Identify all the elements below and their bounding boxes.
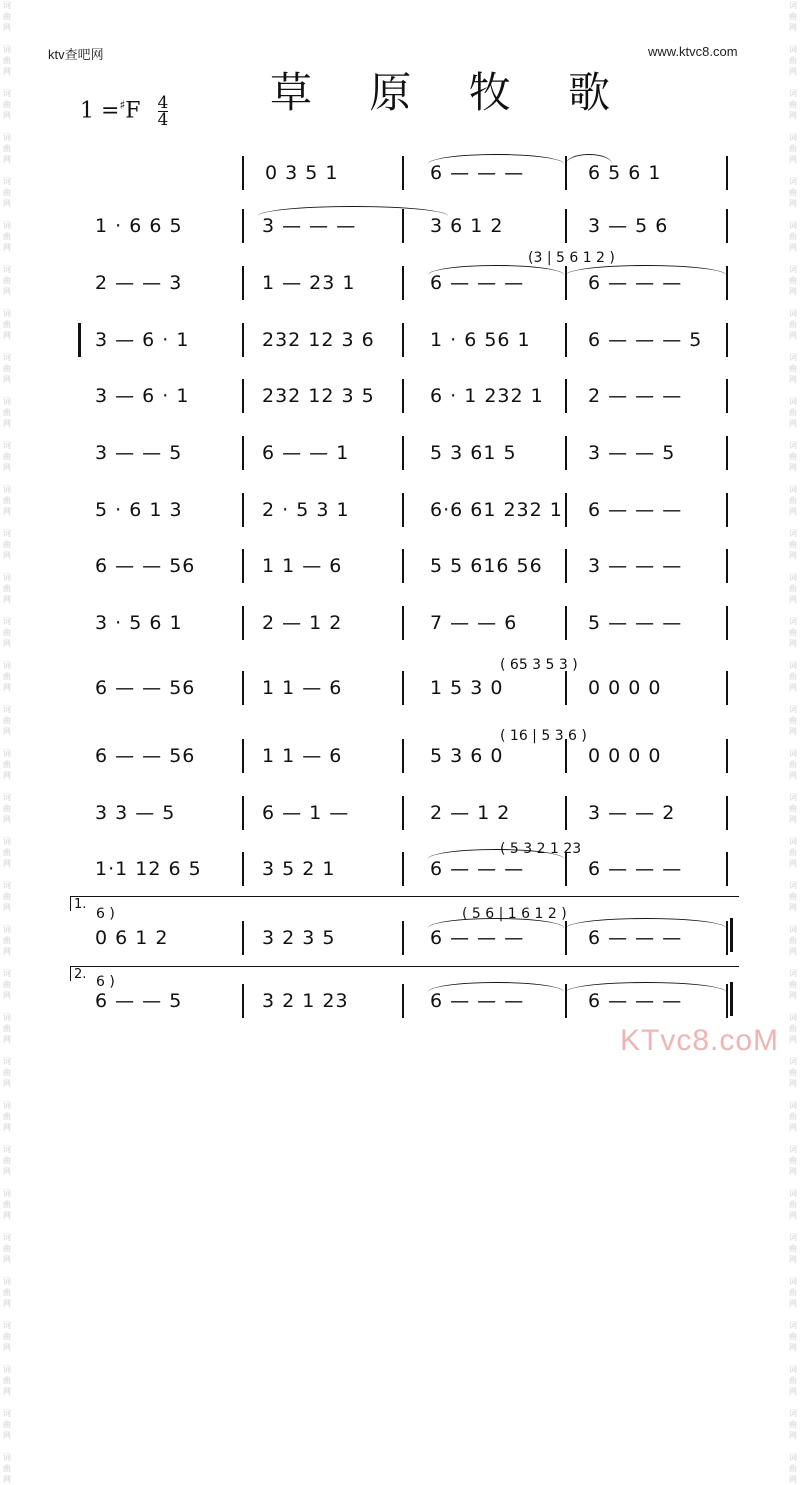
measure: 3 — 5 6: [588, 215, 669, 237]
annotation-row11: ( 16 | 5 3 6 ): [500, 728, 587, 744]
measure: 0 6 1 2: [95, 927, 169, 949]
measure: 0 0 0 0: [588, 745, 662, 767]
tie-arc: [428, 982, 564, 993]
bar-line: [402, 493, 404, 527]
measure: 6 — — 56: [95, 677, 196, 699]
bar-line: [402, 323, 404, 357]
bar-line: [242, 671, 244, 705]
bar-line: [726, 796, 728, 830]
bar-line: [726, 739, 728, 773]
bar-line: [402, 739, 404, 773]
measure: 2 — 1 2: [262, 612, 343, 634]
measure: 5 3 6 0: [430, 745, 504, 767]
bar-line: [726, 436, 728, 470]
site-name: ktv查吧网: [48, 47, 104, 62]
bar-line: [726, 984, 728, 1018]
key-signature: 1 =♯F $\frac{4}{4}$: [80, 93, 169, 130]
measure: 6 — — —: [430, 162, 525, 184]
measure: 1 · 6 56 1: [430, 329, 531, 351]
second-ending-bracket: [70, 966, 739, 981]
first-ending-bracket: [70, 896, 739, 911]
bar-line: [242, 984, 244, 1018]
measure: 1 1 — 6: [262, 555, 343, 577]
right-edge-watermark: 词 曲 网 词 曲 网 词 曲 网 词 曲 网 词 曲 网 词 曲 网 词 曲 网 词 曲 网 词 曲 网 词 曲 网 词 曲 网 词 曲 网 词 曲 网 词 曲 网 词 曲 网 词 曲 网 词 曲 网 词 曲 网 词 曲 网 词 曲 网 词 曲 网 词 曲 网 词 曲 网 词 曲 网 词 曲 网 词 曲 网 词 曲 网 词 曲 网 词 曲 网 词 曲 网 词 曲 网 词 曲 网 词 曲 网 词 曲 网: [789, 1, 797, 1484]
measure: 1 — 23 1: [262, 272, 356, 294]
bar-line: [726, 156, 728, 190]
bar-line: [242, 921, 244, 955]
bar-line: [565, 984, 567, 1018]
song-title: 草 原 牧 歌: [270, 68, 633, 117]
bar-line: [565, 493, 567, 527]
bar-line: [565, 606, 567, 640]
bar-line: [402, 796, 404, 830]
measure: 2 — — —: [588, 385, 683, 407]
measure: 6 — — —: [588, 927, 683, 949]
measure: 5 5 616 56: [430, 555, 543, 577]
measure: 6 — — —: [588, 990, 683, 1012]
measure: 1 1 — 6: [262, 677, 343, 699]
measure: 3 — — 5: [588, 442, 676, 464]
measure: 3 5 2 1: [262, 858, 336, 880]
bar-line: [726, 493, 728, 527]
bar-line: [565, 671, 567, 705]
bar-line: [565, 266, 567, 300]
tie-arc: [258, 206, 448, 217]
measure: 2 · 5 3 1: [262, 499, 350, 521]
bar-line: [726, 379, 728, 413]
measure: 2 — 1 2: [430, 802, 511, 824]
score-row-11: [0, 743, 800, 773]
measure: 6 — — 56: [95, 555, 196, 577]
score-row-7: [0, 497, 800, 527]
repeat-start-barline: [78, 323, 81, 357]
bar-line: [402, 266, 404, 300]
bar-line: [242, 436, 244, 470]
measure: 6 — — —: [430, 272, 525, 294]
measure: 6 5 6 1: [588, 162, 662, 184]
bar-line: [726, 323, 728, 357]
score-row-4: [0, 327, 800, 357]
score-row-6: [0, 440, 800, 470]
tie-arc: [566, 265, 726, 276]
measure: 3 — — 5: [95, 442, 183, 464]
measure: 232 12 3 6: [262, 329, 375, 351]
measure: 1 5 3 0: [430, 677, 504, 699]
measure: 232 12 3 5: [262, 385, 375, 407]
first-ending-label: 1.: [74, 897, 87, 912]
bar-line: [242, 549, 244, 583]
bar-line: [242, 156, 244, 190]
score-row-1: [0, 160, 800, 190]
measure: 3 — — —: [588, 555, 683, 577]
measure: 1·1 12 6 5: [95, 858, 202, 880]
measure: 6 — — —: [430, 858, 525, 880]
bar-line: [565, 739, 567, 773]
annotation-row15a: 6 ): [96, 974, 115, 990]
annotation-row3: (3 | 5 6 1 2 ): [528, 250, 615, 266]
measure: 6 — — 56: [95, 745, 196, 767]
annotation-row13: ( 5 3 2 1 23: [500, 841, 582, 857]
measure: 0 3 5 1: [265, 162, 339, 184]
measure: 6 — — —: [430, 990, 525, 1012]
bar-line: [726, 921, 728, 955]
bar-line: [402, 436, 404, 470]
measure: 0 0 0 0: [588, 677, 662, 699]
bar-line: [402, 606, 404, 640]
score-row-5: [0, 383, 800, 413]
bar-line: [242, 606, 244, 640]
score-row-10: [0, 675, 800, 705]
bar-line: [402, 921, 404, 955]
bar-line: [565, 209, 567, 243]
bar-line: [565, 796, 567, 830]
bar-line: [402, 984, 404, 1018]
bar-line: [402, 379, 404, 413]
end-barline: [730, 918, 733, 952]
measure: 3 6 1 2: [430, 215, 504, 237]
bar-line: [242, 852, 244, 886]
measure: 7 — — 6: [430, 612, 518, 634]
annotation-row14a: 6 ): [96, 906, 115, 922]
annotation-row10: ( 65 3 5 3 ): [500, 657, 578, 673]
bar-line: [726, 209, 728, 243]
measure: 1 · 6 6 5: [95, 215, 183, 237]
measure: 3 — 6 · 1: [95, 385, 190, 407]
bar-line: [242, 493, 244, 527]
measure: 6 — — —: [588, 272, 683, 294]
bar-line: [242, 739, 244, 773]
tie-arc: [566, 982, 726, 993]
bar-line: [242, 209, 244, 243]
bar-line: [402, 852, 404, 886]
tie-arc: [428, 265, 564, 276]
bar-line: [565, 379, 567, 413]
annotation-row14b: ( 5 6 | 1 6 1 2 ): [462, 906, 567, 922]
bar-line: [726, 266, 728, 300]
score-row-13: [0, 856, 800, 886]
bar-line: [565, 549, 567, 583]
end-barline: [730, 982, 733, 1016]
bar-line: [402, 671, 404, 705]
measure: 3 · 5 6 1: [95, 612, 183, 634]
bar-line: [565, 852, 567, 886]
measure: 6 — — —: [588, 858, 683, 880]
left-edge-watermark: 词 曲 网 词 曲 网 词 曲 网 词 曲 网 词 曲 网 词 曲 网 词 曲 网 词 曲 网 词 曲 网 词 曲 网 词 曲 网 词 曲 网 词 曲 网 词 曲 网 词 曲 网 词 曲 网 词 曲 网 词 曲 网 词 曲 网 词 曲 网 词 曲 网 词 曲 网 词 曲 网 词 曲 网 词 曲 网 词 曲 网 词 曲 网 词 曲 网 词 曲 网 词 曲 网 词 曲 网 词 曲 网 词 曲 网 词 曲 网: [3, 1, 11, 1484]
bar-line: [242, 323, 244, 357]
measure: 5 — — —: [588, 612, 683, 634]
score-row-8: [0, 553, 800, 583]
bar-line: [726, 852, 728, 886]
measure: 3 — 6 · 1: [95, 329, 190, 351]
bar-line: [242, 796, 244, 830]
bar-line: [726, 606, 728, 640]
tie-arc: [428, 154, 564, 165]
time-signature-bottom: 4: [157, 110, 169, 130]
bar-line: [402, 549, 404, 583]
measure: 3 — — —: [262, 215, 357, 237]
measure: 2 — — 3: [95, 272, 183, 294]
score-row-9: [0, 610, 800, 640]
measure: 3 — — 2: [588, 802, 676, 824]
bar-line: [402, 156, 404, 190]
measure: 3 2 1 23: [262, 990, 349, 1012]
measure: 6 — — —: [588, 499, 683, 521]
measure: 5 3 61 5: [430, 442, 517, 464]
time-signature-top: 4: [157, 93, 169, 113]
bar-line: [565, 436, 567, 470]
bar-line: [242, 266, 244, 300]
bar-line: [726, 671, 728, 705]
measure: 6·6 61 232 1: [430, 499, 563, 521]
score-row-14: [0, 925, 800, 955]
measure: 6 — — —: [430, 927, 525, 949]
ktvc8-logo-watermark: KTvc8.coM: [620, 1024, 780, 1057]
tie-arc: [566, 154, 612, 165]
measure: 6 — — 1: [262, 442, 350, 464]
bar-line: [726, 549, 728, 583]
site-url[interactable]: www.ktvc8.com: [648, 44, 738, 59]
measure: 1 1 — 6: [262, 745, 343, 767]
measure: 6 · 1 232 1: [430, 385, 544, 407]
measure: 6 — 1 —: [262, 802, 350, 824]
second-ending-label: 2.: [74, 967, 87, 982]
score-row-12: [0, 800, 800, 830]
tie-arc: [566, 918, 726, 929]
bar-line: [242, 379, 244, 413]
score-row-2: [0, 213, 800, 243]
measure: 5 · 6 1 3: [95, 499, 183, 521]
measure: 6 — — — 5: [588, 329, 703, 351]
measure: 3 2 3 5: [262, 927, 336, 949]
bar-line: [565, 323, 567, 357]
measure: 3 3 — 5: [95, 802, 176, 824]
measure: 6 — — 5: [95, 990, 183, 1012]
